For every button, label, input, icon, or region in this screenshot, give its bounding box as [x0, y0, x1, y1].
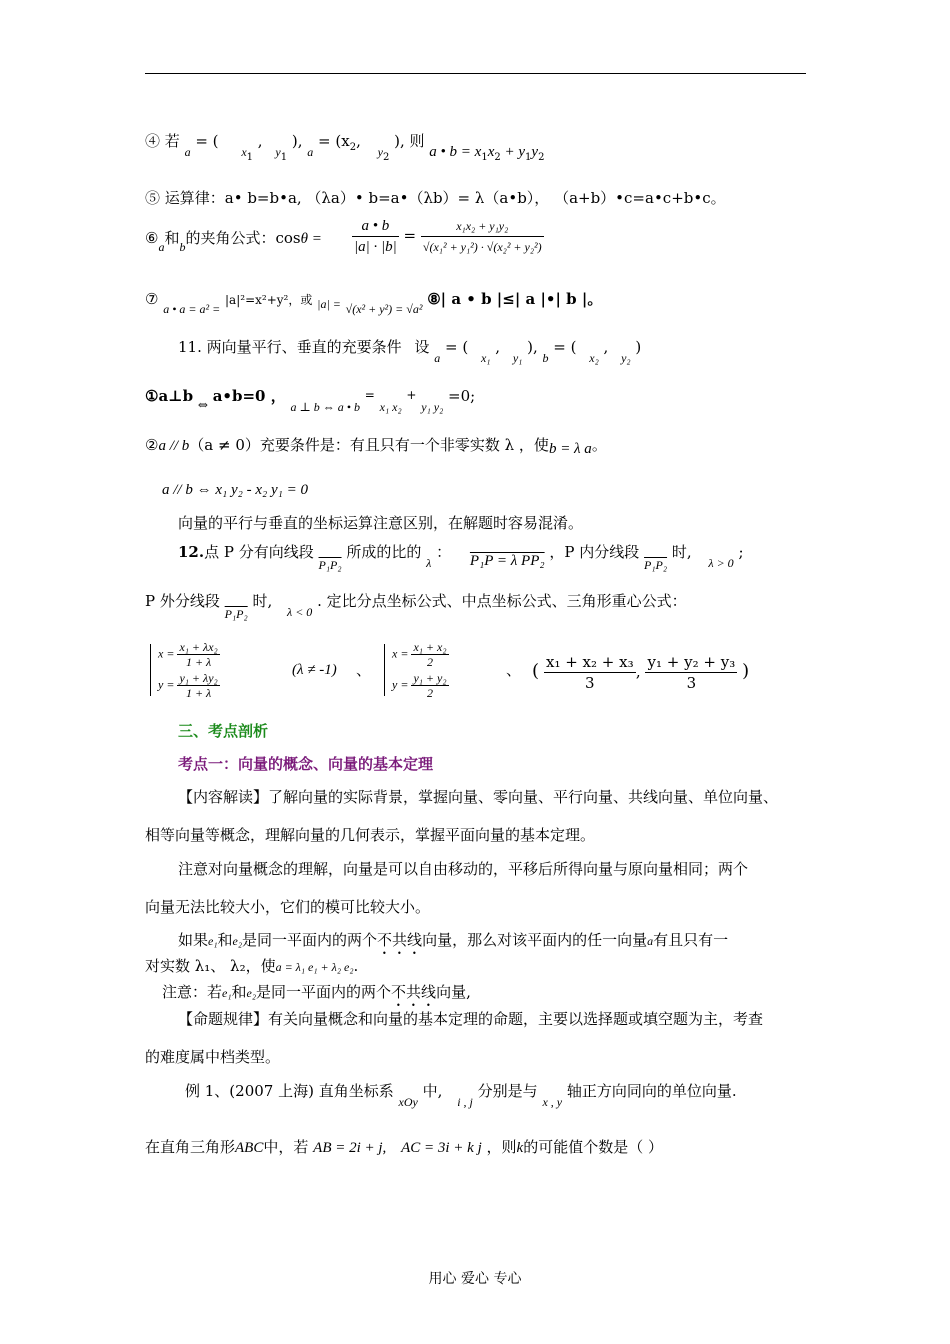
question-pattern-1: 【命题规律】有关向量概念和向量的基本定理的命题，主要以选择题或填空题为主，考查 [178, 1010, 764, 1028]
example-1-line-2: 在直角三角形ABC中，若 AB = 2i + j, AC = 3i + k j ，则k的可能值个数是（ ） [145, 1138, 663, 1156]
content-reading-1: 【内容解读】了解向量的实际背景，掌握向量、零向量、平行向量、共线向量、单位向量、 [178, 788, 779, 806]
section-ratio-formula: x = $\frac{\text{x₁ + λx₂}}{1 + \lambda}$ y = $\frac{\text{y₁ + λy₂}}{1 + \lambda}$ [158, 640, 218, 700]
angle-formula-fraction: $\frac{a • b}{|a| \cdot |b|}$ = $\frac{\text{x₁x₂ + y₁y₂}}{\text{√(x₁² + y₁²) · √(x₂² + y₂²)}}$ [354, 218, 542, 255]
external-division: P 外分线段 $_{P_1P_2}$ 时, $_{\lambda < 0}$ . 定比分点坐标公式、中点坐标公式、三角形重心公式： [145, 592, 687, 621]
note-concept-2: 向量无法比较大小，它们的模可比较大小。 [145, 898, 431, 916]
perpendicular-condition: ①a⊥b $_\Leftrightarrow$ a•b=0 ， $_{a \perp b \Leftrightarrow a • b}$ = $_{x_1 x_2}$ + $_{y_1 y_2}$ =0; [145, 387, 476, 414]
section-heading-3: 三、考点剖析 [178, 722, 269, 740]
note-concept-1: 注意对向量概念的理解，向量是可以自由移动的，平移后所得向量与原向量相同；两个 [178, 860, 749, 878]
topic-1-heading: 考点一：向量的概念、向量的基本定理 [178, 755, 434, 773]
angle-formula: $⑥_a$和$_b$的夹角公式：cosθ = [145, 229, 322, 254]
header-rule [145, 73, 806, 74]
separator-1: 、 [356, 661, 372, 679]
magnitude-formula: ⑦ $_{a • a = a^2 =}$ |a|²=x²+y²，或 $_{|a| =}$ $_{√(x^2 + y^2) = √a^2}$ ⑧| a • b |≤| a |•| b |。 [145, 290, 603, 316]
brace-left-2 [384, 644, 385, 696]
note-noncollinear: 注意：若e₁和e₂是同一平面内的两个不共线向量, [162, 983, 471, 1001]
centroid-formula: ( $\frac{\text{x₁ + x₂ + x₃}}{3}$ , $\frac{\text{y₁ + y₂ + y₃}}{3}$ ) [532, 653, 750, 692]
lambda-condition: (λ ≠ -1) [292, 662, 337, 678]
parallel-condition: ②a // b（a ≠ 0）充要条件是：有且只有一个非零实数 λ ，使b = λ a。 [145, 436, 607, 457]
operation-laws: ⑤ 运算律：a• b=b•a, （λa）• b=a•（λb）= λ（a•b）， （a+b）•c=a•c+b•c。 [145, 189, 726, 207]
question-pattern-2: 的难度属中档类型。 [145, 1048, 281, 1066]
page-footer: 用心 爱心 专心 [428, 1271, 522, 1287]
section-12: 12.点 P 分有向线段 $_{P_1P_2}$ 所成的比的 $_\lambda$ ： P₁P = λ PP₂ ，P 内分线段 $_{P_1P_2}$ 时, $_{\lambda > 0}$ ; [178, 543, 744, 572]
basis-theorem-1: 如果e₁和e₂是同一平面内的两个不共线向量，那么对该平面内的任一向量a有且只有一 [178, 931, 729, 949]
formula-dot-product: ④ 若 $_a$ = ( $_{x1}$ , $_{y1}$ ), $_a = (x_2$, $_{y2}$ ), 则 a • $b = x_1x_2 + y_1y_2$ [145, 132, 545, 163]
section-11: 11. 两向量平行、垂直的充要条件 设 $_a$ = ( $_{x_1}$ , $_{y_1}$ ), $_b$ = ( $_{x_2}$ , $_{y_2}$ ) [178, 338, 642, 365]
basis-theorem-2: 对实数 λ₁、 λ₂，使a = λ₁ e₁ + λ₂ e₂. [145, 957, 359, 975]
example-1-line-1: 例 1、(2007 上海) 直角坐标系 $_{xOy}$ 中, $_{i , j}$ 分别是与 $_{x , y}$ 轴正方向同向的单位向量. [185, 1082, 737, 1109]
separator-2: 、 [506, 661, 522, 679]
parallel-coordinate-formula: a // b ⇔ x₁ y₂ - x₂ y₁ = 0 [162, 482, 308, 498]
content-reading-2: 相等向量等概念，理解向量的几何表示，掌握平面向量的基本定理。 [145, 826, 596, 844]
note-parallel-perpendicular: 向量的平行与垂直的坐标运算注意区别，在解题时容易混淆。 [178, 514, 584, 532]
midpoint-formula: x = $\frac{\text{x₁ + x₂}}{2}$ y = $\frac{\text{y₁ + y₂}}{2}$ [392, 640, 447, 700]
brace-left-1 [150, 644, 151, 696]
